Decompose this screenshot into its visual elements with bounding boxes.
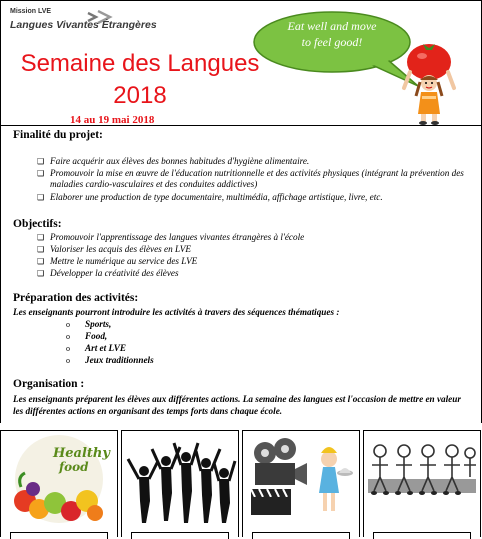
organisation-heading: Organisation : — [13, 378, 85, 390]
finalite-item: Promouvoir la mise en œuvre de l'éducation nutritionnelle et des activités physiques (intégrant la prévention des maladies cardio-vasculaires et des conduites addictives) — [50, 168, 464, 189]
healthy-food-icon — [1, 431, 117, 531]
panel-games — [363, 430, 481, 537]
theme-item: Food, — [85, 331, 108, 341]
bullet-circle-icon: o — [66, 344, 70, 353]
bullet-circle-icon: o — [66, 320, 70, 329]
finalite-item: Faire acquérir aux élèves des bonnes habitudes d'hygiène alimentaire. — [50, 156, 310, 166]
children-playing-icon — [364, 431, 480, 531]
bullet-square-icon: ❑ — [37, 269, 45, 278]
panel-food — [0, 430, 118, 537]
bubble-line-2: to feel good! — [301, 35, 363, 49]
food-label: food — [59, 460, 89, 474]
film-camera-icon — [243, 431, 359, 531]
objectif-item: Promouvoir l'apprentissage des langues vivantes étrangères à l'école — [50, 232, 305, 242]
healthy-label: Healthy — [53, 446, 110, 461]
girl-with-tomato-icon — [398, 40, 460, 126]
objectif-item: Valoriser les acquis des élèves en LVE — [50, 244, 192, 254]
preparation-intro: Les enseignants pourront introduire les activités à travers des séquences thématiques : — [13, 307, 340, 317]
page-year: 2018 — [113, 82, 167, 109]
bullet-square-icon: ❑ — [37, 245, 45, 254]
panel-sports — [121, 430, 239, 537]
logo-title: Langues Vivantes Étrangères — [10, 19, 157, 31]
page-title: Semaine des Langues — [20, 50, 260, 77]
organisation-text: Les enseignants préparent les élèves aux différentes actions. La semaine des langues est l'occasion de mettre en valeur les différentes actions en organisant des temps forts dans chaque école. — [13, 394, 461, 416]
bubble-text — [262, 18, 402, 50]
theme-item: Art et LVE — [85, 343, 127, 353]
logo-caption: Mission LVE — [10, 8, 52, 15]
bubble-line-1: Eat well and move — [287, 19, 377, 33]
dancers-silhouette-icon — [122, 431, 238, 531]
bullet-square-icon: ❑ — [37, 233, 45, 242]
objectifs-heading: Objectifs: — [13, 218, 62, 230]
bullet-square-icon: ❑ — [37, 193, 45, 202]
bullet-square-icon: ❑ — [37, 169, 45, 178]
theme-item: Sports, — [85, 319, 112, 329]
bullet-circle-icon: o — [66, 332, 70, 341]
preparation-heading: Préparation des activités: — [13, 292, 139, 304]
theme-item: Jeux traditionnels — [85, 355, 154, 365]
bullet-square-icon: ❑ — [37, 157, 45, 166]
panel-art — [242, 430, 360, 537]
finalite-heading: Finalité du projet: — [13, 129, 103, 141]
event-dates: 14 au 19 mai 2018 — [70, 114, 155, 126]
objectif-item: Développer la créativité des élèves — [50, 268, 179, 278]
bullet-circle-icon: o — [66, 356, 70, 365]
finalite-item: Elaborer une production de type documentaire, multimédia, affichage artistique, livre, etc. — [50, 192, 383, 202]
bullet-square-icon: ❑ — [37, 257, 45, 266]
objectif-item: Mettre le numérique au service des LVE — [50, 256, 198, 266]
